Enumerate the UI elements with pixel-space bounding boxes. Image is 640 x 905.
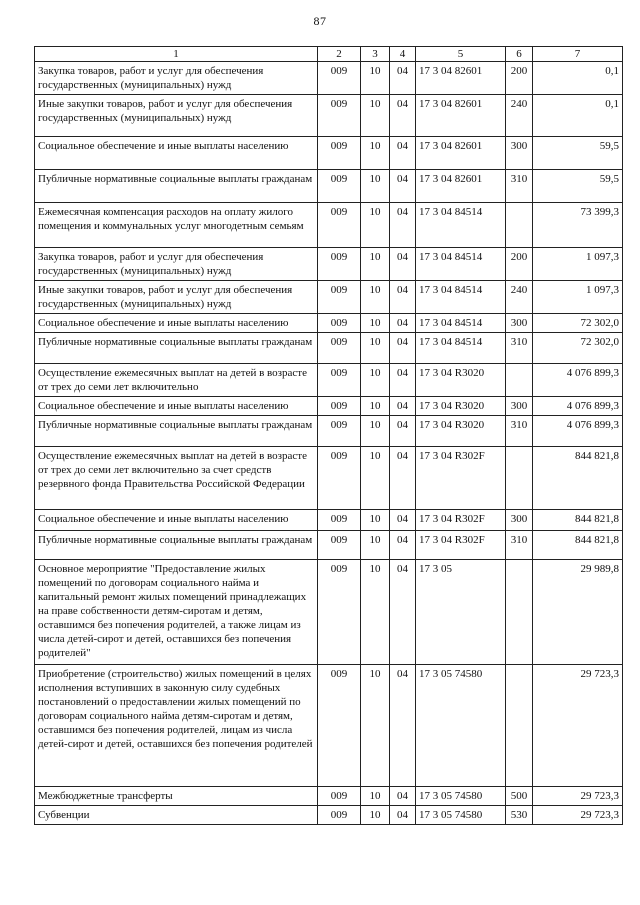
- header-col-7: 7: [533, 47, 623, 62]
- cell-name: Межбюджетные трансферты: [35, 787, 318, 806]
- table-row: [35, 364, 623, 397]
- cell-expense-type: [506, 665, 533, 787]
- cell-section: 10: [361, 510, 390, 531]
- cell-target-article: 17 3 04 82601: [416, 62, 506, 95]
- page-number: 87: [313, 14, 327, 28]
- cell-grbs: 009: [318, 787, 361, 806]
- cell-grbs: 009: [318, 170, 361, 203]
- cell-subsection: 04: [390, 248, 416, 281]
- header-col-5: 5: [416, 47, 506, 62]
- cell-subsection: 04: [390, 314, 416, 333]
- cell-subsection: 04: [390, 95, 416, 137]
- cell-section: 10: [361, 203, 390, 248]
- cell-name: Социальное обеспечение и иные выплаты населению: [35, 397, 318, 416]
- cell-name: Иные закупки товаров, работ и услуг для обеспечения государственных (муниципальных) нужд: [35, 95, 318, 137]
- table-row: [35, 665, 623, 787]
- header-col-3: 3: [361, 47, 390, 62]
- cell-section: 10: [361, 560, 390, 665]
- cell-section: 10: [361, 248, 390, 281]
- table-row: [35, 416, 623, 447]
- cell-target-article: 17 3 04 82601: [416, 95, 506, 137]
- cell-subsection: 04: [390, 281, 416, 314]
- cell-subsection: 04: [390, 806, 416, 825]
- cell-subsection: 04: [390, 364, 416, 397]
- table-row: [35, 248, 623, 281]
- cell-section: 10: [361, 397, 390, 416]
- cell-name: Закупка товаров, работ и услуг для обеспечения государственных (муниципальных) нужд: [35, 248, 318, 281]
- cell-amount: 59,5: [533, 137, 623, 170]
- cell-expense-type: [506, 203, 533, 248]
- table-row: [35, 531, 623, 560]
- cell-grbs: 009: [318, 62, 361, 95]
- cell-target-article: 17 3 04 84514: [416, 281, 506, 314]
- cell-grbs: 009: [318, 447, 361, 510]
- table-body: [35, 47, 623, 825]
- cell-target-article: 17 3 05 74580: [416, 787, 506, 806]
- table-row: [35, 447, 623, 510]
- cell-subsection: 04: [390, 416, 416, 447]
- cell-expense-type: 200: [506, 248, 533, 281]
- cell-name: Основное мероприятие "Предоставление жилых помещений по договорам социального найма и капитальный ремонт жилых помещений принадлежащих на праве собственности детям-сиротам и детям, оставшимся без попечения родителей, а также лицам из числа детей-сирот и детей, оставшихся без попечения родителей": [35, 560, 318, 665]
- table-row: [35, 397, 623, 416]
- cell-amount: 0,1: [533, 95, 623, 137]
- cell-target-article: 17 3 05 74580: [416, 665, 506, 787]
- cell-grbs: 009: [318, 510, 361, 531]
- table-row: [35, 806, 623, 825]
- cell-subsection: 04: [390, 170, 416, 203]
- cell-grbs: 009: [318, 137, 361, 170]
- cell-target-article: 17 3 04 R3020: [416, 364, 506, 397]
- header-row: [35, 47, 623, 62]
- cell-amount: 4 076 899,3: [533, 416, 623, 447]
- table-row: [35, 170, 623, 203]
- cell-expense-type: 310: [506, 333, 533, 364]
- cell-section: 10: [361, 787, 390, 806]
- cell-section: 10: [361, 281, 390, 314]
- cell-name: Социальное обеспечение и иные выплаты населению: [35, 137, 318, 170]
- cell-grbs: 009: [318, 203, 361, 248]
- cell-target-article: 17 3 04 R3020: [416, 416, 506, 447]
- cell-subsection: 04: [390, 137, 416, 170]
- table-row: [35, 560, 623, 665]
- cell-amount: 844 821,8: [533, 447, 623, 510]
- cell-name: Ежемесячная компенсация расходов на оплату жилого помещения и коммунальных услуг многодетным семьям: [35, 203, 318, 248]
- cell-target-article: 17 3 04 84514: [416, 314, 506, 333]
- cell-expense-type: 310: [506, 170, 533, 203]
- cell-amount: 844 821,8: [533, 531, 623, 560]
- cell-target-article: 17 3 04 R302F: [416, 447, 506, 510]
- cell-section: 10: [361, 531, 390, 560]
- cell-expense-type: 530: [506, 806, 533, 825]
- cell-name: Публичные нормативные социальные выплаты гражданам: [35, 170, 318, 203]
- cell-target-article: 17 3 04 R302F: [416, 531, 506, 560]
- cell-amount: 29 723,3: [533, 806, 623, 825]
- cell-section: 10: [361, 416, 390, 447]
- table-row: [35, 95, 623, 137]
- header-col-6: 6: [506, 47, 533, 62]
- cell-section: 10: [361, 137, 390, 170]
- cell-expense-type: 300: [506, 397, 533, 416]
- cell-target-article: 17 3 04 82601: [416, 137, 506, 170]
- cell-section: 10: [361, 447, 390, 510]
- table-row: [35, 203, 623, 248]
- cell-subsection: 04: [390, 510, 416, 531]
- cell-amount: 29 989,8: [533, 560, 623, 665]
- table-row: [35, 510, 623, 531]
- cell-grbs: 009: [318, 531, 361, 560]
- cell-expense-type: 240: [506, 281, 533, 314]
- cell-expense-type: 310: [506, 531, 533, 560]
- cell-amount: 4 076 899,3: [533, 364, 623, 397]
- cell-section: 10: [361, 665, 390, 787]
- cell-expense-type: 300: [506, 137, 533, 170]
- cell-grbs: 009: [318, 364, 361, 397]
- cell-subsection: 04: [390, 62, 416, 95]
- cell-name: Социальное обеспечение и иные выплаты населению: [35, 510, 318, 531]
- budget-table: [34, 46, 623, 825]
- table-row: [35, 787, 623, 806]
- cell-target-article: 17 3 04 84514: [416, 203, 506, 248]
- cell-section: 10: [361, 62, 390, 95]
- cell-grbs: 009: [318, 665, 361, 787]
- cell-expense-type: 300: [506, 510, 533, 531]
- cell-section: 10: [361, 333, 390, 364]
- cell-grbs: 009: [318, 416, 361, 447]
- cell-expense-type: 310: [506, 416, 533, 447]
- cell-grbs: 009: [318, 806, 361, 825]
- cell-name: Социальное обеспечение и иные выплаты населению: [35, 314, 318, 333]
- cell-amount: 29 723,3: [533, 787, 623, 806]
- cell-grbs: 009: [318, 248, 361, 281]
- cell-name: Иные закупки товаров, работ и услуг для обеспечения государственных (муниципальных) нужд: [35, 281, 318, 314]
- cell-amount: 29 723,3: [533, 665, 623, 787]
- cell-amount: 59,5: [533, 170, 623, 203]
- cell-grbs: 009: [318, 281, 361, 314]
- cell-amount: 1 097,3: [533, 248, 623, 281]
- cell-subsection: 04: [390, 665, 416, 787]
- cell-expense-type: [506, 560, 533, 665]
- cell-name: Осуществление ежемесячных выплат на детей в возрасте от трех до семи лет включительно: [35, 364, 318, 397]
- cell-expense-type: 200: [506, 62, 533, 95]
- cell-amount: 1 097,3: [533, 281, 623, 314]
- cell-expense-type: [506, 447, 533, 510]
- cell-target-article: 17 3 04 R3020: [416, 397, 506, 416]
- table-row: [35, 62, 623, 95]
- cell-name: Субвенции: [35, 806, 318, 825]
- header-col-2: 2: [318, 47, 361, 62]
- cell-section: 10: [361, 170, 390, 203]
- cell-target-article: 17 3 05: [416, 560, 506, 665]
- cell-section: 10: [361, 95, 390, 137]
- cell-amount: 4 076 899,3: [533, 397, 623, 416]
- cell-section: 10: [361, 364, 390, 397]
- cell-amount: 72 302,0: [533, 314, 623, 333]
- cell-expense-type: 300: [506, 314, 533, 333]
- cell-subsection: 04: [390, 560, 416, 665]
- cell-name: Приобретение (строительство) жилых помещений в целях исполнения вступивших в законную силу судебных постановлений о предоставлении жилых помещений по договорам социального найма детям-сиротам и детям, оставшимся без попечения родителей, лицам из числа детей-сирот и детей, оставшихся без попечения родителей: [35, 665, 318, 787]
- cell-target-article: 17 3 04 82601: [416, 170, 506, 203]
- cell-amount: 72 302,0: [533, 333, 623, 364]
- cell-subsection: 04: [390, 531, 416, 560]
- cell-grbs: 009: [318, 95, 361, 137]
- cell-target-article: 17 3 05 74580: [416, 806, 506, 825]
- header-col-4: 4: [390, 47, 416, 62]
- cell-expense-type: [506, 364, 533, 397]
- cell-name: Закупка товаров, работ и услуг для обеспечения государственных (муниципальных) нужд: [35, 62, 318, 95]
- cell-subsection: 04: [390, 203, 416, 248]
- cell-name: Публичные нормативные социальные выплаты гражданам: [35, 416, 318, 447]
- cell-grbs: 009: [318, 333, 361, 364]
- cell-amount: 73 399,3: [533, 203, 623, 248]
- cell-expense-type: 500: [506, 787, 533, 806]
- table-row: [35, 137, 623, 170]
- cell-target-article: 17 3 04 84514: [416, 333, 506, 364]
- cell-grbs: 009: [318, 560, 361, 665]
- header-col-1: 1: [35, 47, 318, 62]
- table-row: [35, 281, 623, 314]
- cell-name: Осуществление ежемесячных выплат на детей в возрасте от трех до семи лет включительно за счет средств резервного фонда Правительства Российской Федерации: [35, 447, 318, 510]
- cell-amount: 0,1: [533, 62, 623, 95]
- cell-section: 10: [361, 314, 390, 333]
- cell-section: 10: [361, 806, 390, 825]
- cell-grbs: 009: [318, 397, 361, 416]
- table-row: [35, 333, 623, 364]
- cell-name: Публичные нормативные социальные выплаты гражданам: [35, 333, 318, 364]
- table-row: [35, 314, 623, 333]
- cell-subsection: 04: [390, 787, 416, 806]
- cell-target-article: 17 3 04 84514: [416, 248, 506, 281]
- cell-grbs: 009: [318, 314, 361, 333]
- cell-target-article: 17 3 04 R302F: [416, 510, 506, 531]
- cell-name: Публичные нормативные социальные выплаты гражданам: [35, 531, 318, 560]
- cell-amount: 844 821,8: [533, 510, 623, 531]
- cell-subsection: 04: [390, 397, 416, 416]
- cell-subsection: 04: [390, 447, 416, 510]
- cell-subsection: 04: [390, 333, 416, 364]
- cell-expense-type: 240: [506, 95, 533, 137]
